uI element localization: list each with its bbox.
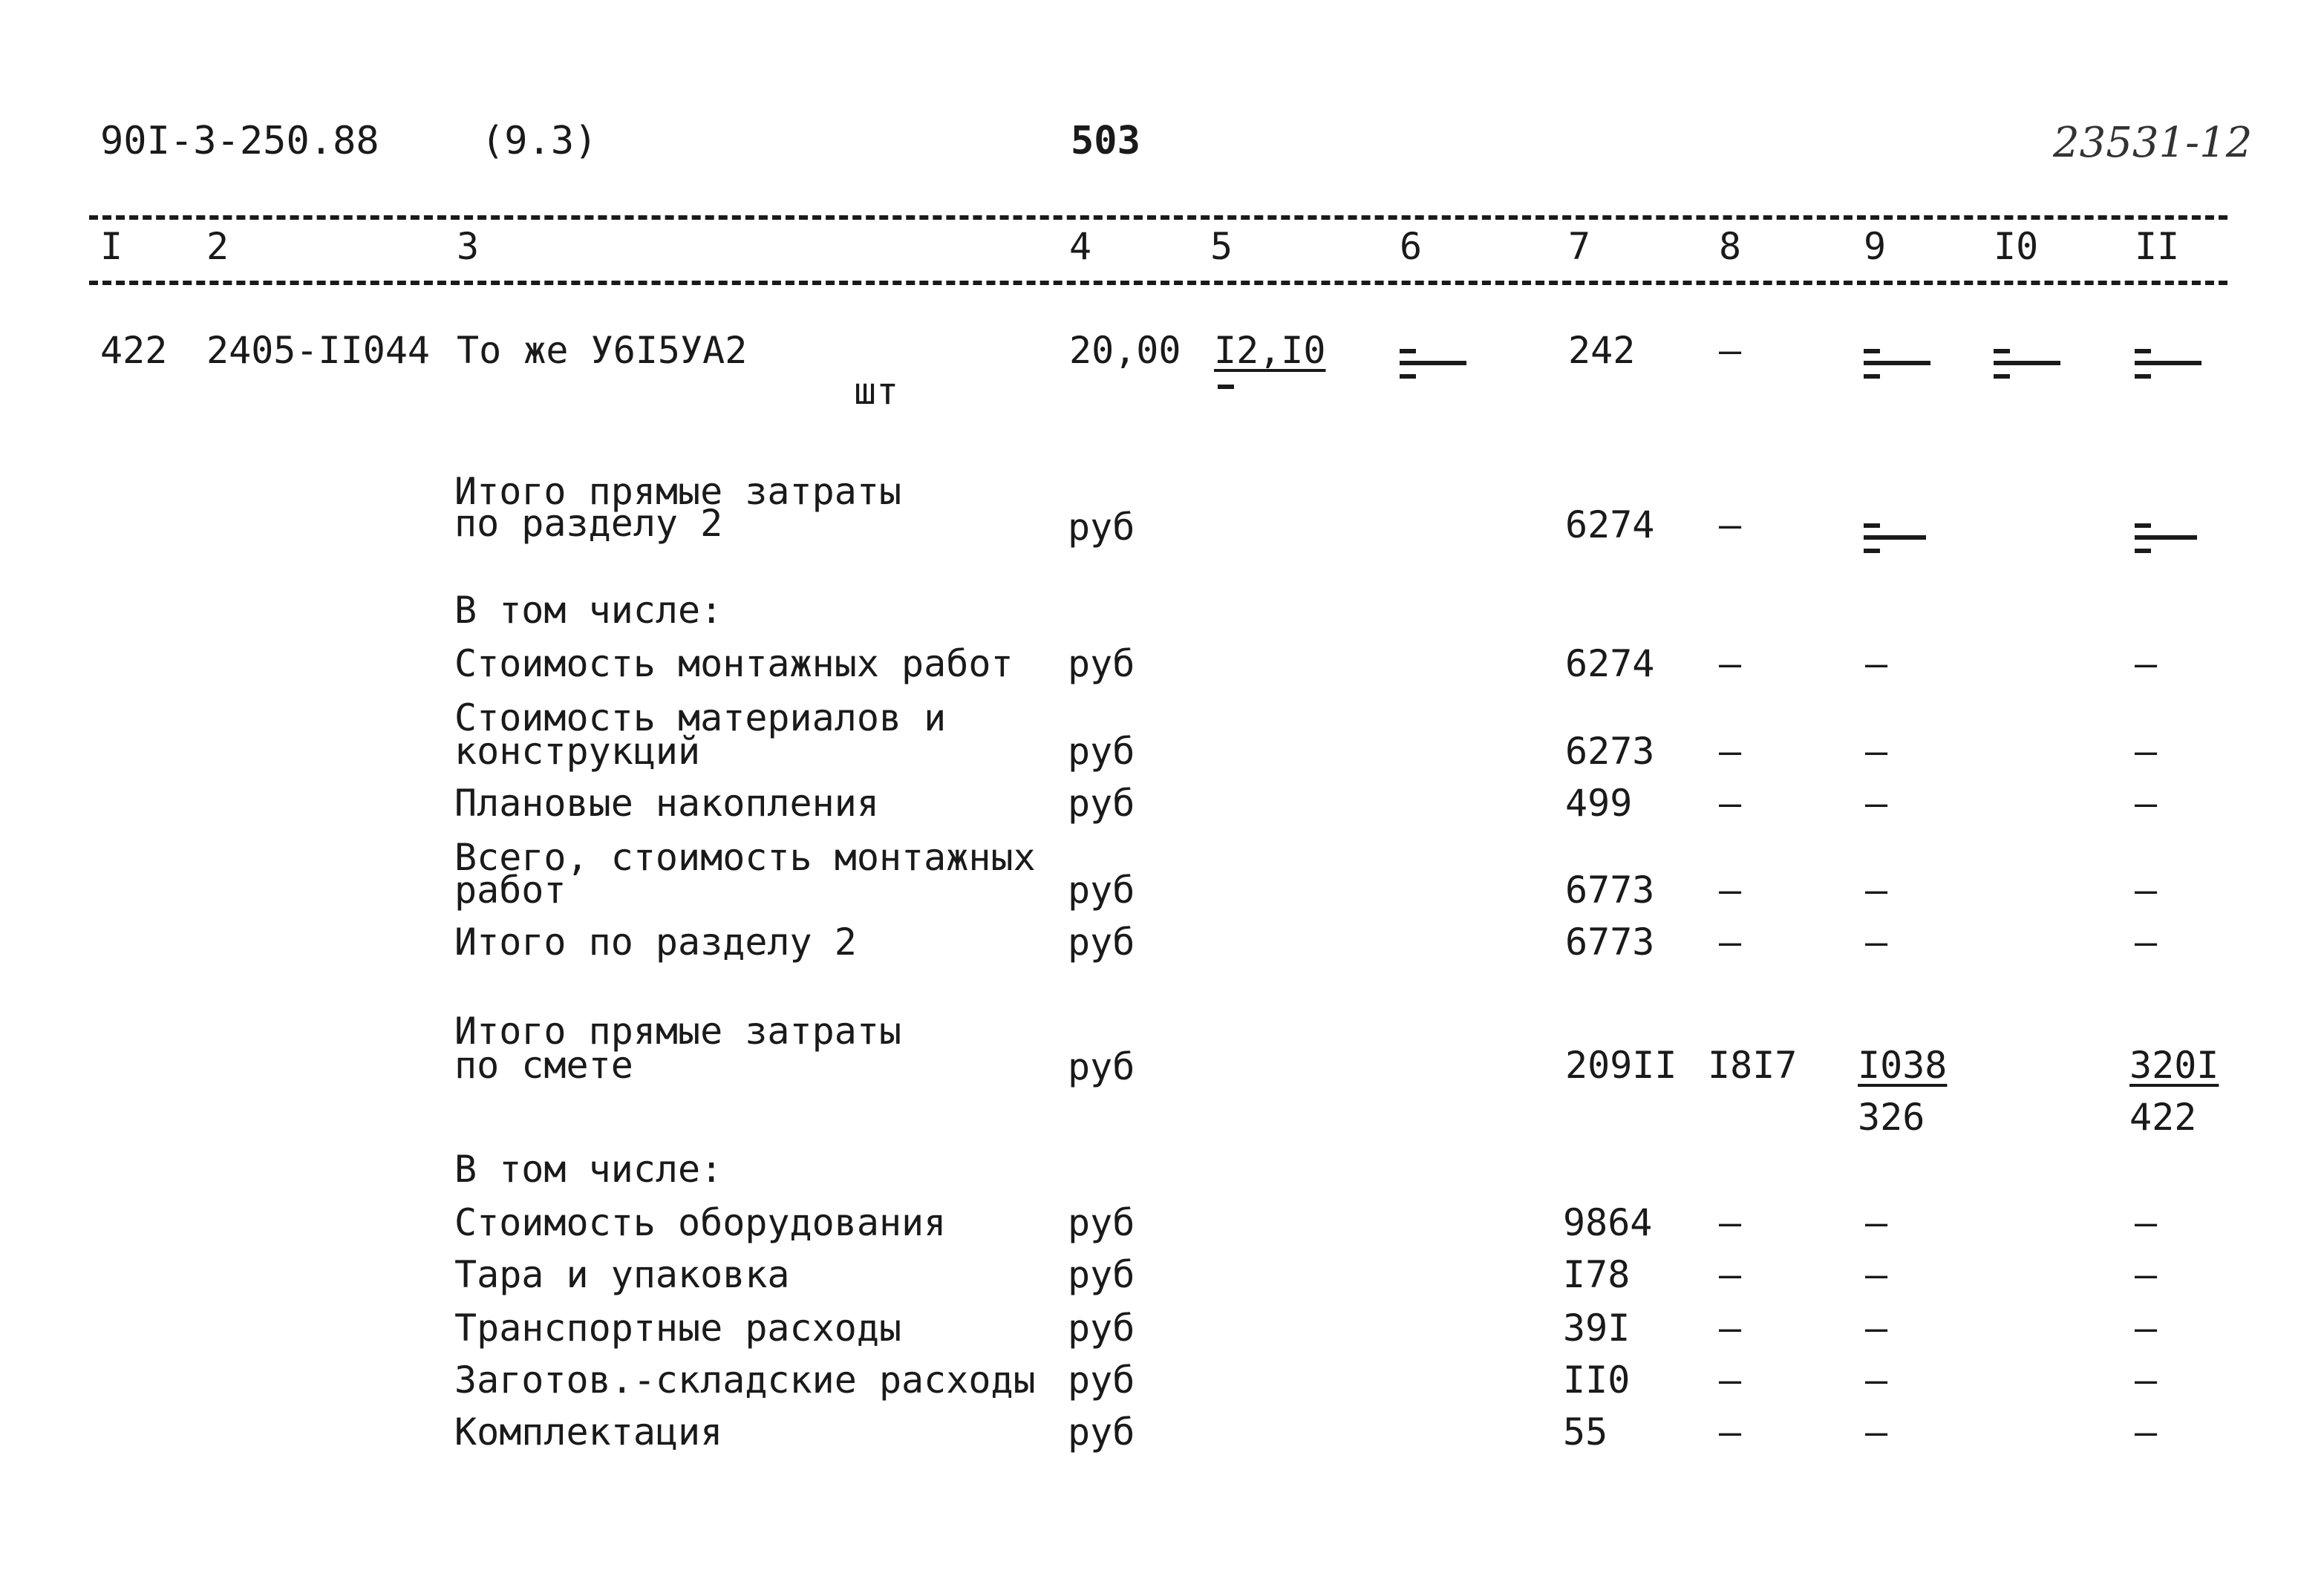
col-header-4: 4 [1069, 225, 1092, 268]
planned-savings-col11: – [2135, 782, 2158, 825]
transport-col8: – [1719, 1307, 1742, 1350]
transport-col9: – [1865, 1307, 1888, 1350]
document-code: 90I-3-250.88 [100, 119, 379, 163]
packaging-label: Тара и упаковка [454, 1253, 790, 1296]
planned-savings-col8: – [1719, 782, 1742, 825]
packaging-col11: – [2135, 1253, 2158, 1296]
section-direct-total: 6274 [1565, 503, 1655, 546]
install-cost-col9: – [1865, 642, 1888, 685]
warehouse-col8: – [1719, 1359, 1742, 1402]
section-total-col8: – [1719, 921, 1742, 964]
packaging-total: I78 [1563, 1253, 1631, 1296]
col-header-1: I [100, 225, 123, 268]
col-header-2: 2 [206, 225, 229, 268]
col-header-3: 3 [457, 225, 480, 268]
section-direct-label-line1: Итого прямые затраты [454, 470, 902, 513]
equipment-cost-total: 9864 [1563, 1201, 1653, 1244]
item-unit: шт [854, 370, 899, 413]
item-unit-price: I2,I0 [1214, 329, 1326, 372]
materials-cost-label-line2: конструкций [454, 730, 701, 773]
materials-cost-label-line1: Стоимость материалов и [454, 696, 947, 739]
materials-cost-unit: руб [1068, 730, 1135, 773]
section-direct-col8: – [1719, 503, 1742, 546]
equipment-cost-label: Стоимость оборудования [454, 1201, 947, 1244]
total-install-col9: – [1865, 869, 1888, 912]
col-header-9: 9 [1864, 225, 1887, 268]
materials-cost-col11: – [2135, 730, 2158, 773]
col-header-6: 6 [1400, 225, 1423, 268]
total-install-label-line2: работ [454, 869, 567, 912]
page-number: 503 [1071, 119, 1140, 163]
item-total: 242 [1568, 329, 1636, 372]
transport-col11: – [2135, 1307, 2158, 1350]
completion-total: 55 [1563, 1410, 1608, 1454]
section-direct-label-line2: по разделу 2 [454, 502, 723, 545]
estimate-direct-col8: I8I7 [1708, 1044, 1798, 1087]
total-install-col11: – [2135, 869, 2158, 912]
planned-savings-total: 499 [1565, 782, 1633, 825]
transport-label: Транспортные расходы [454, 1307, 902, 1350]
packaging-col8: – [1719, 1253, 1742, 1296]
estimate-direct-col9-denominator: 326 [1858, 1096, 1925, 1139]
warehouse-col11: – [2135, 1359, 2158, 1402]
install-cost-col8: – [1719, 642, 1742, 685]
completion-col8: – [1719, 1410, 1742, 1454]
packaging-unit: руб [1068, 1253, 1135, 1296]
item-name: То же У6I5УА2 [457, 329, 748, 372]
transport-unit: руб [1068, 1307, 1135, 1350]
install-cost-label: Стоимость монтажных работ [454, 642, 1014, 685]
planned-savings-label: Плановые накопления [454, 782, 879, 825]
total-install-col8: – [1719, 869, 1742, 912]
header-rule-top [89, 215, 2227, 220]
equipment-cost-col8: – [1719, 1201, 1742, 1244]
total-install-label-line1: Всего, стоимость монтажных [454, 836, 1036, 879]
equipment-cost-col9: – [1865, 1201, 1888, 1244]
section-total-label: Итого по разделу 2 [454, 921, 857, 964]
completion-col9: – [1865, 1410, 1888, 1454]
transport-total: 39I [1563, 1307, 1631, 1350]
completion-label: Комплектация [454, 1410, 723, 1454]
header-rule-bottom [89, 281, 2227, 285]
col-header-8: 8 [1719, 225, 1742, 268]
item-col8: – [1719, 329, 1742, 372]
col-header-11: II [2135, 225, 2180, 268]
item-quantity: 20,00 [1069, 329, 1181, 372]
planned-savings-unit: руб [1068, 782, 1135, 825]
warehouse-unit: руб [1068, 1359, 1135, 1402]
section-number: (9.3) [481, 119, 598, 163]
section-total-col9: – [1865, 921, 1888, 964]
packaging-col9: – [1865, 1253, 1888, 1296]
estimate-direct-col9-numerator: I038 [1858, 1044, 1948, 1087]
col-header-7: 7 [1568, 225, 1591, 268]
warehouse-total: II0 [1563, 1359, 1631, 1402]
total-install-total: 6773 [1565, 869, 1655, 912]
section-total-col11: – [2135, 921, 2158, 964]
estimate-direct-label-line2: по смете [454, 1044, 633, 1087]
equipment-cost-col11: – [2135, 1201, 2158, 1244]
including-label-2: В том числе: [454, 1148, 723, 1191]
section-direct-unit: руб [1068, 506, 1135, 549]
materials-cost-total: 6273 [1565, 730, 1655, 773]
completion-unit: руб [1068, 1410, 1135, 1454]
materials-cost-col8: – [1719, 730, 1742, 773]
col-header-10: I0 [1994, 225, 2039, 268]
item-unit-price-sub-dash [1218, 385, 1234, 389]
including-label-1: В том числе: [454, 589, 723, 632]
archive-stamp: 23531-12 [2053, 119, 2253, 167]
estimate-direct-label-line1: Итого прямые затраты [454, 1010, 902, 1053]
estimate-direct-col11-denominator: 422 [2129, 1096, 2197, 1139]
equipment-cost-unit: руб [1068, 1201, 1135, 1244]
total-install-unit: руб [1068, 869, 1135, 912]
install-cost-unit: руб [1068, 642, 1135, 685]
estimate-direct-col11-numerator: 320I [2129, 1044, 2219, 1087]
install-cost-col11: – [2135, 642, 2158, 685]
item-number: 422 [100, 329, 168, 372]
materials-cost-col9: – [1865, 730, 1888, 773]
section-total-unit: руб [1068, 921, 1135, 964]
estimate-direct-total: 209II [1565, 1044, 1677, 1087]
install-cost-total: 6274 [1565, 642, 1655, 685]
col-header-5: 5 [1210, 225, 1233, 268]
item-code: 2405-II044 [206, 329, 431, 372]
planned-savings-col9: – [1865, 782, 1888, 825]
completion-col11: – [2135, 1410, 2158, 1454]
warehouse-label: Заготов.-складские расходы [454, 1359, 1036, 1402]
estimate-direct-unit: руб [1068, 1045, 1135, 1088]
section-total-total: 6773 [1565, 921, 1655, 964]
warehouse-col9: – [1865, 1359, 1888, 1402]
